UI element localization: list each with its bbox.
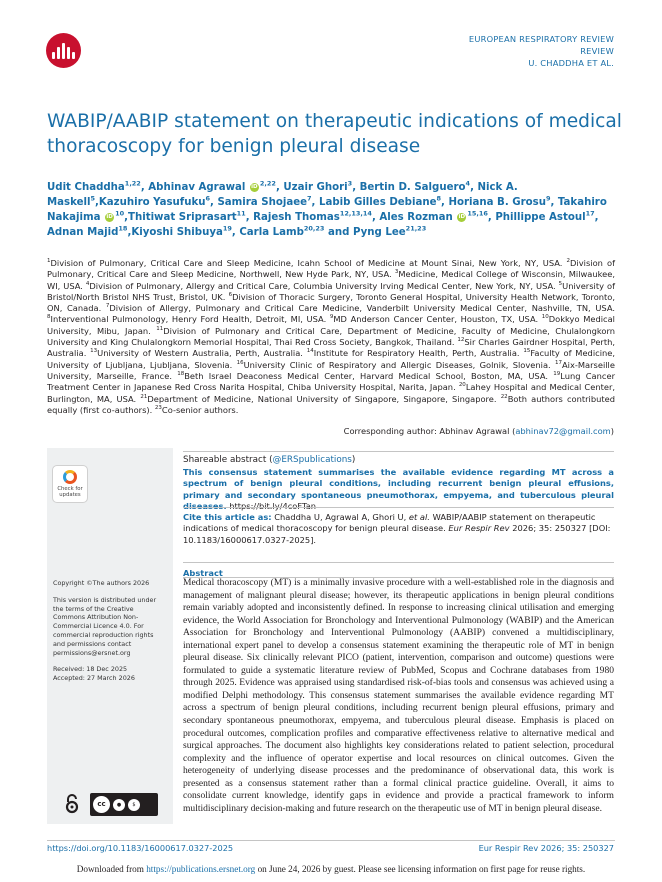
affiliation-text: Dokkyo Medical University, Mibu, Japan. bbox=[47, 314, 615, 336]
affiliation-text: Both authors contributed equally (first co-authors). bbox=[47, 393, 615, 415]
author-name[interactable]: Abhinav Agrawal bbox=[148, 182, 246, 193]
affiliation-text: Lahey Hospital and Medical Center, Burlington, MA, USA. bbox=[47, 382, 615, 404]
corresponding-label: Corresponding author: Abhinav Agrawal ( bbox=[343, 426, 516, 436]
download-prefix: Downloaded from bbox=[76, 864, 147, 874]
affiliation-text: Department of Medicine, National University of Singapore, Singapore, Singapore. bbox=[147, 393, 501, 404]
author-affiliation-sup: 18 bbox=[118, 224, 128, 233]
author-name[interactable]: Nick A. Maskell bbox=[47, 182, 518, 208]
affiliation-number: 19 bbox=[553, 371, 561, 378]
affiliation-text: University of Bristol/North Bristol NHS Trust, Bristol, UK. bbox=[47, 280, 615, 302]
affiliation-number: 2 bbox=[566, 258, 571, 265]
affiliation-number: 22 bbox=[500, 393, 508, 400]
affiliation-number: 10 bbox=[541, 314, 549, 321]
author-separator: , bbox=[441, 197, 449, 208]
author-affiliation-sup: 5 bbox=[90, 194, 96, 203]
shareable-abstract-text: This consensus statement summarises the available evidence regarding MT across a spectrum of benign pleural conditions, including recurrent benign pleural effusions, primary and secondary spontaneous pneumothorax, empyema, and tuberculous pleural diseases. bbox=[183, 467, 614, 511]
author-affiliation-sup: 10 bbox=[115, 209, 125, 218]
shareable-abstract-heading bbox=[183, 455, 355, 465]
download-suffix: on June 24, 2026 by guest. Please see licensing information on first page for reuse rights. bbox=[255, 864, 586, 874]
divider bbox=[183, 507, 614, 508]
author-affiliation-sup: 2,22 bbox=[259, 179, 276, 188]
cite-label: Cite this article as: bbox=[183, 512, 272, 522]
author-name[interactable]: Kazuhiro Yasufuku bbox=[98, 197, 206, 208]
affiliation-text: Division of Pulmonary, Critical Care and Sleep Medicine, Icahn School of Medicine at Mount Sinai, New York, NY, USA. bbox=[50, 258, 567, 268]
author-name[interactable]: Samira Shojaee bbox=[217, 197, 308, 208]
affiliation-number: 11 bbox=[156, 326, 164, 333]
author-separator: , bbox=[371, 212, 380, 223]
orcid-icon[interactable]: iD bbox=[251, 183, 258, 190]
affiliation-text: Division of Thoracic Surgery, Toronto General Hospital, University Health Network, Toronto, ON, Canada. bbox=[47, 291, 615, 314]
author-name[interactable]: Thitiwat Sriprasart bbox=[128, 212, 237, 223]
affiliation-number: 4 bbox=[85, 280, 90, 287]
author-affiliation-sup: 6 bbox=[205, 194, 211, 203]
cite-journal: Eur Respir Rev bbox=[448, 523, 510, 534]
abstract-body: Medical thoracoscopy (MT) is a minimally invasive procedure with a well-established role in the diagnosis and management of malignant pleural disease; however, its therapeutic applications in benign pleural conditions remain variably adopted and inconsistently defined. In response to increasing clinical utilisation and emerging evidence, the World Association for Bronchology and Interventional Pulmonology (WABIP) and the American Association for Bronchology and Interventional Pulmonology (AABIP) convened a multidisciplinary, international expert panel to develop a consensus statement examining the therapeutic role of MT in benign pleural disease. Six clinically relevant PICO (patient, intervention, comparison and outcome) questions were formulated to guide a systematic literature review of PubMed, Scopus and Cochrane databases from 1980 through 2025. Evidence was appraised using standardised risk-of-bias tools and consensus was achieved using a modified Delphi methodology. This consensus statement summarises the available evidence regarding MT across a spectrum of benign pleural conditions, including recurrent benign pleural effusions, primary and secondary spontaneous pneumothorax, empyema, and tuberculous pleural disease. Emphasis is placed on procedural outcomes, complication profiles and comparative effectiveness relative to alternative medical and surgical approaches. The document also highlights key considerations related to patient selection, procedural complexity and the influence of operator expertise and local resources on clinical outcomes. Given the heterogeneity of underlying disease processes and the predominance of observational data, this work is presented as a consensus statement rather than a formal clinical practice guideline. Overall, it aims to consolidate current knowledge, identify gaps in evidence and provide a practical framework to inform multidisciplinary decision-making and future research on the therapeutic use of MT in benign pleural disease. bbox=[183, 577, 614, 814]
copyright-note: Copyright ©The authors 2026 bbox=[53, 579, 150, 587]
journal-header bbox=[469, 33, 614, 69]
orcid-icon[interactable]: iD bbox=[458, 213, 466, 220]
orcid-icon[interactable]: iD bbox=[106, 213, 113, 220]
divider bbox=[183, 562, 614, 563]
affiliation-text: Interventional Pulmonology, Henry Ford Health, Detroit, MI, USA. bbox=[50, 314, 330, 325]
affiliations bbox=[47, 258, 615, 416]
author-affiliation-sup: 12,13,14 bbox=[339, 209, 372, 218]
author-name[interactable]: Kiyoshi Shibuya bbox=[131, 227, 223, 238]
affiliation-text: Aix-Marseille University, Marseille, France. bbox=[47, 359, 615, 381]
author-name[interactable]: Ales Rozman bbox=[379, 212, 453, 223]
short-link[interactable]: https://bit.ly/4coFTan bbox=[226, 500, 317, 511]
affiliation-text: Sir Charles Gairdner Hospital, Perth, Australia. bbox=[47, 337, 615, 359]
affiliation-text: Faculty of Medicine, University of Ljubljana, Ljubljana, Slovenia. bbox=[47, 348, 615, 370]
affiliation-number: 17 bbox=[554, 359, 562, 366]
affiliation-number: 6 bbox=[228, 292, 233, 299]
author-separator: , bbox=[352, 182, 360, 193]
author-affiliation-sup: 21,23 bbox=[405, 224, 427, 233]
cite-volume-doi: 2026; 35: 250327 [DOI: 10.1183/16000617.0327-2025]. bbox=[183, 523, 611, 545]
shareable-heading-close: ) bbox=[351, 455, 356, 465]
journal-name: EUROPEAN RESPIRATORY REVIEW bbox=[468, 34, 614, 44]
cite-etal: et al. bbox=[408, 512, 430, 522]
download-notice bbox=[0, 864, 662, 874]
affiliation-text: Beth Israel Deaconess Medical Center, Harvard Medical School, Boston, MA, USA. bbox=[184, 370, 554, 381]
author-affiliation-sup: 17 bbox=[585, 209, 595, 218]
author-list bbox=[47, 180, 622, 240]
twitter-handle-link[interactable]: @ERSpublications bbox=[272, 455, 352, 465]
author-separator: , bbox=[140, 182, 149, 193]
article-title: WABIP/AABIP statement on therapeutic indications of medical thoracoscopy for benign pleural disease bbox=[47, 111, 622, 157]
affiliation-number: 1 bbox=[47, 258, 51, 265]
author-name[interactable]: Uzair Ghori bbox=[283, 182, 348, 193]
author-name[interactable]: Horiana B. Grosu bbox=[448, 197, 546, 208]
nc-symbol-icon: $ bbox=[128, 799, 140, 811]
affiliation-text: Division of Allergy, Pulmonary and Critical Care Medicine, Vanderbilt University Medical Center, Nashville, TN, USA. bbox=[109, 303, 616, 314]
affiliation-text: Medicine, Medical College of Wisconsin, Milwaukee, WI, USA. bbox=[47, 269, 616, 291]
author-affiliation-sup: 20,23 bbox=[303, 224, 325, 233]
abstract-heading: Abstract bbox=[183, 568, 223, 578]
author-affiliation-sup: 15,16 bbox=[467, 209, 488, 218]
check-for-updates-icon[interactable] bbox=[52, 465, 88, 503]
author-separator: , bbox=[245, 212, 254, 223]
affiliation-number: 16 bbox=[236, 359, 244, 366]
affiliation-text: Institute for Respiratory Health, Perth, Australia. bbox=[313, 348, 524, 359]
open-access-icon bbox=[65, 794, 79, 814]
by-symbol-icon: ● bbox=[113, 799, 125, 811]
author-name[interactable]: Takahiro Nakajima bbox=[47, 197, 607, 223]
crossmark-line2: updates bbox=[59, 492, 81, 498]
author-affiliation-sup: 3 bbox=[347, 179, 353, 188]
affiliation-text: MD Anderson Cancer Center, Houston, TX, USA. bbox=[333, 314, 542, 325]
received-date: Received: 18 Dec 2025 bbox=[53, 665, 128, 674]
cc-by-nc-icon[interactable] bbox=[90, 793, 158, 816]
author-separator: , bbox=[594, 212, 599, 223]
affiliation-text: Lung Cancer Treatment Center in Japanese Red Cross Narita Hospital, Chiba University Hospital, Narita, Japan. bbox=[47, 370, 615, 393]
author-name[interactable]: Labib Gilles Debiane bbox=[318, 197, 437, 208]
divider bbox=[183, 451, 614, 452]
affiliation-text: Co-senior authors. bbox=[161, 404, 239, 415]
affiliation-number: 23 bbox=[154, 405, 162, 412]
affiliation-number: 14 bbox=[306, 348, 314, 355]
author-separator: , bbox=[95, 197, 99, 208]
author-separator: , bbox=[210, 197, 218, 208]
affiliation-text: Division of Pulmonary, Critical Care and Sleep Medicine, Northwell, New Hyde Park, NY, USA. bbox=[47, 258, 615, 280]
author-affiliation-sup: 8 bbox=[436, 194, 442, 203]
cite-authors: Chaddha U, Agrawal A, Ghori U, bbox=[271, 512, 409, 522]
author-separator: , bbox=[127, 227, 132, 238]
author-separator: , bbox=[124, 212, 128, 223]
author-name[interactable]: Carla Lamb bbox=[239, 227, 304, 238]
author-separator: , bbox=[550, 197, 558, 208]
ers-logo-icon bbox=[46, 33, 81, 68]
shareable-abstract-body bbox=[183, 467, 614, 512]
affiliation-number: 13 bbox=[90, 348, 98, 355]
affiliation-text: University Clinic of Respiratory and Allergic Diseases, Golnik, Slovenia. bbox=[243, 359, 555, 370]
affiliation-number: 18 bbox=[177, 371, 185, 378]
article-type: REVIEW bbox=[580, 46, 614, 56]
crossmark-ring-icon bbox=[63, 470, 77, 484]
author-affiliation-sup: 9 bbox=[545, 194, 551, 203]
footer-divider bbox=[47, 840, 615, 841]
author-separator: , bbox=[487, 212, 496, 223]
crossmark-line1: Check for bbox=[57, 486, 83, 492]
footer-citation: Eur Respir Rev 2026; 35: 250327 bbox=[478, 843, 614, 853]
affiliation-number: 7 bbox=[105, 303, 110, 310]
affiliation-number: 12 bbox=[457, 337, 465, 344]
author-name[interactable]: Bertin D. Salguero bbox=[359, 182, 466, 193]
author-separator: and bbox=[324, 227, 353, 238]
side-notes bbox=[53, 579, 167, 691]
affiliation-number: 3 bbox=[394, 269, 399, 276]
shareable-heading-label: Shareable abstract ( bbox=[183, 455, 273, 465]
affiliation-number: 5 bbox=[558, 280, 563, 287]
corresponding-author bbox=[344, 426, 614, 436]
cc-symbol-icon: cc bbox=[93, 796, 110, 813]
author-name[interactable]: Udit Chaddha bbox=[47, 182, 125, 193]
footer-doi-link[interactable]: https://doi.org/10.1183/16000617.0327-2025 bbox=[47, 843, 234, 853]
affiliation-text: University of Western Australia, Perth, Australia. bbox=[97, 348, 307, 359]
author-affiliation-sup: 11 bbox=[236, 209, 246, 218]
cite-title: WABIP/AABIP statement on therapeutic indications of medical thoracoscopy for benign pleural disease. bbox=[183, 512, 596, 534]
author-name[interactable]: Adnan Majid bbox=[47, 227, 119, 238]
author-affiliation-sup: 19 bbox=[222, 224, 232, 233]
running-authors: U. CHADDHA ET AL. bbox=[528, 58, 614, 68]
author-name[interactable]: Pyng Lee bbox=[352, 227, 406, 238]
cite-this-article bbox=[183, 512, 614, 546]
author-separator: , bbox=[275, 182, 284, 193]
affiliation-text: Division of Pulmonary, Allergy and Critical Care, Columbia University Irving Medical Center, New York, NY, USA. bbox=[89, 280, 559, 291]
author-affiliation-sup: 7 bbox=[307, 194, 312, 203]
corresponding-close: ) bbox=[610, 426, 614, 436]
affiliation-text: Division of Pulmonary and Critical Care, Department of Medicine, Faculty of Medicine, Chulalongkorn University and King Chulalongkorn Memorial Hospital, Thai Red Cross Society, Bangkok, Thailand. bbox=[47, 325, 615, 348]
author-separator: , bbox=[231, 227, 240, 238]
author-separator: , bbox=[311, 197, 319, 208]
affiliation-number: 9 bbox=[329, 314, 334, 321]
publisher-link[interactable]: https://publications.ersnet.org bbox=[146, 864, 256, 874]
author-name[interactable]: Phillippe Astoul bbox=[495, 212, 586, 223]
author-affiliation-sup: 1,22 bbox=[124, 179, 141, 188]
affiliation-number: 21 bbox=[140, 393, 148, 400]
author-affiliation-sup: 4 bbox=[465, 179, 471, 188]
accepted-date: Accepted: 27 March 2026 bbox=[53, 674, 135, 683]
license-note: This version is distributed under the terms of the Creative Commons Attribution Non-Commercial Licence 4.0. For commercial reproduction rights and permissions contact permissions@ersnet.org bbox=[53, 595, 157, 657]
author-name[interactable]: Rajesh Thomas bbox=[253, 212, 340, 223]
affiliation-number: 15 bbox=[523, 348, 531, 355]
corresponding-email-link[interactable]: abhinav72@gmail.com bbox=[515, 426, 611, 436]
affiliation-number: 20 bbox=[458, 382, 466, 389]
crossmark-label bbox=[57, 486, 82, 498]
affiliation-number: 8 bbox=[47, 314, 51, 321]
author-separator: , bbox=[470, 182, 478, 193]
